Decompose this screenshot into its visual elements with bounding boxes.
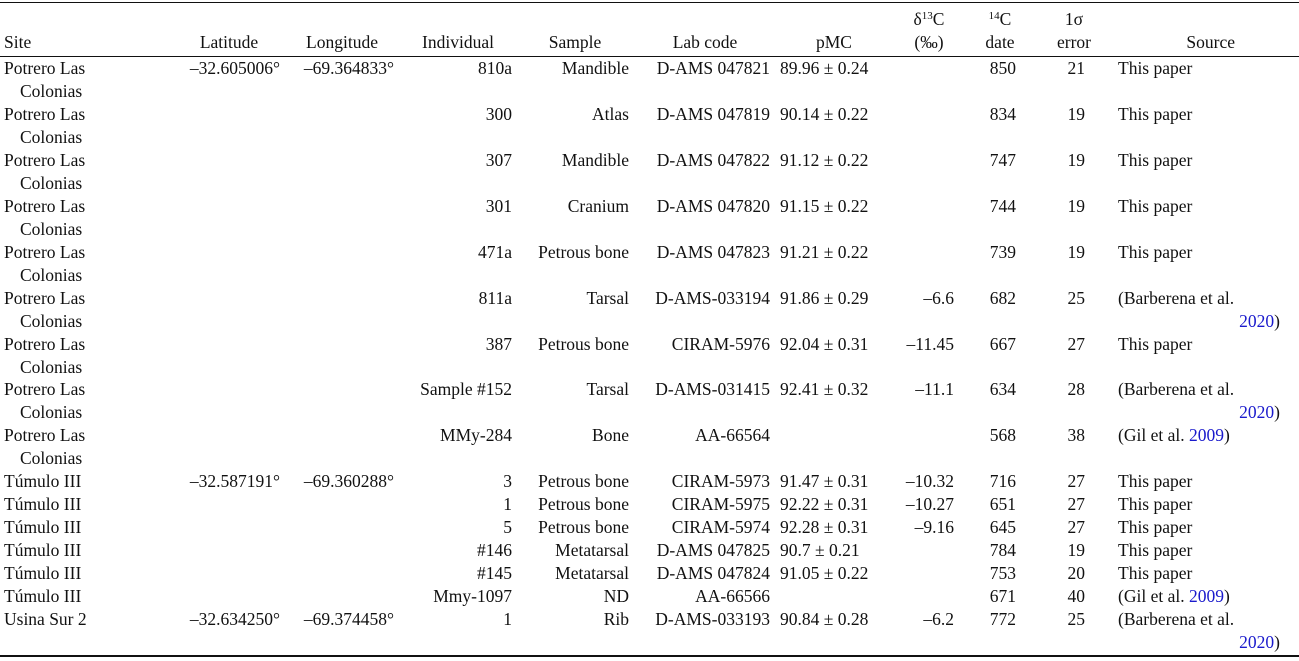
cell-lat: –32.605006° [189,58,280,78]
source-year-link[interactable]: 2020 [1239,311,1275,331]
cell-source: This paper [1118,242,1193,262]
cell-source [1118,424,1230,447]
cell-site: Potrero Las [4,242,86,262]
cell-pmc: 92.41 ± 0.32 [780,379,869,399]
cell-sample: Cranium [567,196,629,216]
cell-pmc: 91.15 ± 0.22 [780,196,869,216]
cell-date: 747 [989,150,1016,170]
cell-pmc: 92.04 ± 0.31 [780,334,869,354]
cell-err: 40 [1067,586,1085,606]
source-text: (Gil et al. [1118,425,1189,445]
cell-d13c: –11.45 [906,334,954,354]
cell-ind: 5 [503,517,512,537]
cell-site-cont: Colonias [20,265,83,285]
cell-d13c: –10.32 [905,471,954,491]
cell-lon: –69.374458° [303,609,394,629]
header-longitude: Longitude [306,32,378,52]
cell-date: 682 [989,288,1016,308]
cell-pmc: 91.86 ± 0.29 [780,288,869,308]
cell-d13c: –10.27 [905,494,954,514]
cell-date: 651 [989,494,1016,514]
source-year-link[interactable]: 2020 [1239,402,1275,422]
cell-d13c: –11.1 [915,379,954,399]
cell-sample: Rib [603,609,629,629]
cell-err: 25 [1067,288,1085,308]
cell-site: Potrero Las [4,288,86,308]
cell-d13c: –6.2 [923,609,954,629]
cell-site: Túmulo III [4,586,82,606]
cell-ind: 307 [485,150,512,170]
cell-err: 21 [1067,58,1085,78]
cell-source: This paper [1118,494,1193,514]
cell-site-cont: Colonias [20,81,83,101]
cell-date: 645 [989,517,1016,537]
cell-ind: 1 [503,494,512,514]
header-error: error [1056,32,1091,52]
cell-sample: Metatarsal [555,563,629,583]
cell-pmc: 91.12 ± 0.22 [780,150,869,170]
cell-ind: 1 [503,609,512,629]
cell-pmc: 90.7 ± 0.21 [780,540,860,560]
cell-source-cont [1118,631,1280,654]
cell-sample: Atlas [592,104,629,124]
cell-err: 38 [1067,425,1085,445]
cell-ind: Mmy-1097 [433,586,512,606]
cell-lab: D-AMS 047819 [656,104,770,124]
cell-d13c: –6.6 [923,288,954,308]
cell-site: Potrero Las [4,104,86,124]
cell-site: Túmulo III [4,471,82,491]
cell-date: 667 [989,334,1016,354]
cell-err: 27 [1067,471,1085,491]
cell-ind: MMy-284 [440,425,512,445]
cell-err: 27 [1067,494,1085,514]
cell-source: This paper [1118,58,1193,78]
cell-site-cont: Colonias [20,311,83,331]
cell-lab: CIRAM-5974 [671,517,770,537]
cell-site: Túmulo III [4,540,82,560]
source-close: ) [1223,425,1230,445]
header-source: Source [1186,32,1235,52]
cell-lab: D-AMS-031415 [655,379,770,399]
cell-site-cont: Colonias [20,173,83,193]
cell-lab: D-AMS 047825 [656,540,770,560]
cell-lab: D-AMS 047820 [656,196,770,216]
cell-sample: Petrous bone [538,334,629,354]
cell-sample: Tarsal [586,288,629,308]
cell-source: This paper [1118,563,1193,583]
cell-sample: Petrous bone [538,494,629,514]
source-close: ) [1274,311,1280,331]
source-close: ) [1223,586,1230,606]
cell-err: 27 [1067,517,1085,537]
cell-site: Potrero Las [4,425,86,445]
cell-ind: 300 [485,104,512,124]
cell-site-cont: Colonias [20,127,83,147]
header-sample: Sample [548,32,602,52]
header-individual: Individual [422,32,494,52]
cell-date: 753 [989,563,1016,583]
source-year-link[interactable]: 2009 [1188,425,1224,445]
cell-lon: –69.360288° [303,471,394,491]
cell-site: Potrero Las [4,334,86,354]
cell-err: 20 [1067,563,1085,583]
cell-lab: CIRAM-5975 [671,494,770,514]
cell-sample: Petrous bone [538,242,629,262]
cell-source: (Barberena et al. [1118,288,1235,308]
header-latitude: Latitude [199,32,259,52]
cell-sample: Tarsal [586,379,629,399]
cell-pmc: 89.96 ± 0.24 [780,58,869,78]
cell-err: 19 [1067,150,1085,170]
cell-pmc: 91.47 ± 0.31 [780,471,869,491]
cell-site: Potrero Las [4,196,86,216]
cell-ind: 810a [477,58,512,78]
cell-err: 19 [1067,196,1085,216]
cell-lab: D-AMS 047824 [656,563,770,583]
cell-date: 850 [989,58,1016,78]
cell-site: Túmulo III [4,494,82,514]
cell-err: 27 [1067,334,1085,354]
cell-lab: D-AMS-033194 [655,288,770,308]
cell-site: Potrero Las [4,379,86,399]
cell-site: Túmulo III [4,563,82,583]
cell-ind: #146 [477,540,512,560]
cell-sample: Mandible [561,150,629,170]
cell-sample: Petrous bone [538,471,629,491]
cell-date: 739 [989,242,1016,262]
cell-source: This paper [1118,517,1193,537]
cell-lab: D-AMS 047821 [656,58,770,78]
cell-source: (Barberena et al. [1118,609,1235,629]
cell-date: 568 [989,425,1016,445]
cell-date: 834 [989,104,1016,124]
cell-sample: Mandible [561,58,629,78]
cell-err: 19 [1067,104,1085,124]
header-d13c-unit: (‰) [914,32,944,52]
source-year-link[interactable]: 2009 [1188,586,1224,606]
top-rule [0,2,1299,3]
cell-source: This paper [1118,471,1193,491]
cell-date: 716 [989,471,1016,491]
cell-pmc: 92.28 ± 0.31 [780,517,869,537]
cell-lab: D-AMS 047823 [656,242,770,262]
cell-lab: D-AMS-033193 [655,609,770,629]
cell-source: (Barberena et al. [1118,379,1235,399]
cell-d13c: –9.16 [914,517,954,537]
source-close: ) [1274,402,1280,422]
header-pmc: pMC [816,32,852,52]
source-year-link[interactable]: 2020 [1239,632,1275,652]
cell-ind: #145 [477,563,512,583]
cell-sample: Bone [592,425,629,445]
cell-lab: AA-66566 [695,586,770,606]
header-site: Site [4,32,32,52]
cell-site: Usina Sur 2 [4,609,87,629]
cell-err: 19 [1067,242,1085,262]
bottom-rule [0,655,1299,657]
cell-ind: 811a [478,288,512,308]
cell-pmc: 91.21 ± 0.22 [780,242,869,262]
cell-pmc: 90.84 ± 0.28 [780,609,869,629]
cell-date: 634 [989,379,1016,399]
cell-source-cont [1118,401,1280,424]
header-date: date [985,32,1015,52]
cell-ind: 3 [503,471,512,491]
cell-source: This paper [1118,150,1193,170]
cell-date: 784 [989,540,1016,560]
cell-site-cont: Colonias [20,357,83,377]
cell-err: 19 [1067,540,1085,560]
cell-date: 671 [989,586,1016,606]
cell-pmc: 91.05 ± 0.22 [780,563,869,583]
cell-lat: –32.587191° [189,471,280,491]
cell-ind: 301 [485,196,512,216]
source-close: ) [1274,632,1280,652]
cell-source: This paper [1118,334,1193,354]
cell-site-cont: Colonias [20,402,83,422]
cell-sample: Petrous bone [538,517,629,537]
source-text: (Gil et al. [1118,586,1189,606]
cell-site: Potrero Las [4,150,86,170]
cell-source: This paper [1118,540,1193,560]
header-d13c: $\delta^{13}C$ [913,9,945,29]
cell-source [1118,585,1230,608]
cell-source-cont [1118,310,1280,333]
cell-lab: D-AMS 047822 [656,150,770,170]
cell-lon: –69.364833° [303,58,394,78]
cell-lab: AA-66564 [695,425,770,445]
cell-site-cont: Colonias [20,448,83,468]
cell-pmc: 92.22 ± 0.31 [780,494,869,514]
header-14c: $^{14}$C [988,9,1012,29]
cell-err: 28 [1067,379,1085,399]
cell-source: This paper [1118,196,1193,216]
header-lab-code: Lab code [672,32,738,52]
cell-lat: –32.634250° [189,609,280,629]
cell-sample: ND [603,586,629,606]
cell-lab: CIRAM-5976 [671,334,770,354]
header-sigma: 1σ [1064,9,1084,29]
cell-ind: Sample #152 [420,379,512,399]
cell-site: Túmulo III [4,517,82,537]
cell-sample: Metatarsal [555,540,629,560]
cell-date: 744 [989,196,1016,216]
cell-site-cont: Colonias [20,219,83,239]
cell-date: 772 [989,609,1016,629]
cell-pmc: 90.14 ± 0.22 [780,104,869,124]
cell-lab: CIRAM-5973 [671,471,770,491]
cell-site: Potrero Las [4,58,86,78]
cell-ind: 387 [485,334,512,354]
cell-source: This paper [1118,104,1193,124]
cell-ind: 471a [477,242,512,262]
cell-err: 25 [1067,609,1085,629]
